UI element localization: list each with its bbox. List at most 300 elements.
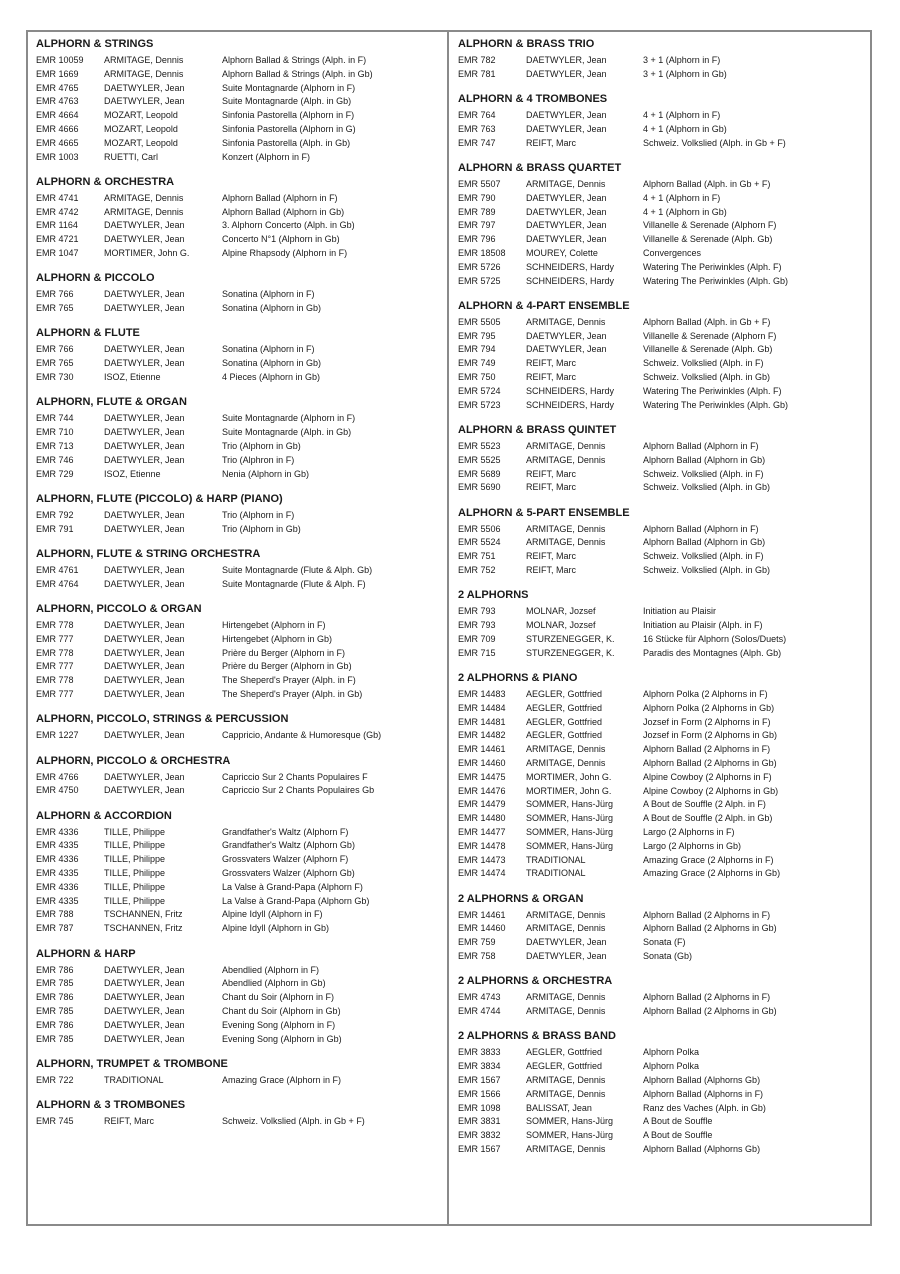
catalog-entry [36, 219, 443, 233]
composer-name: ARMITAGE, Dennis [526, 1006, 606, 1017]
composer-name: DAETWYLER, Jean [104, 234, 185, 245]
catalog-number: EMR 4721 [36, 234, 79, 245]
catalog-entry [36, 343, 443, 357]
work-title: Alphorn Ballad (2 Alphorns in Gb) [643, 757, 777, 768]
catalog-number: EMR 777 [36, 689, 74, 699]
work-title: Abendlied (Alphorn in Gb) [222, 978, 326, 989]
work-title: Sinfonia Pastorella (Alphorn in G) [222, 123, 356, 134]
catalog-number: EMR 14479 [458, 799, 506, 810]
composer-name: DAETWYLER, Jean [526, 68, 607, 79]
work-title: Schweiz. Volkslied (Alph. in Gb) [643, 565, 771, 576]
catalog-number: EMR 5726 [458, 261, 501, 272]
catalog-entry [458, 633, 866, 647]
work-title: Schweiz. Volkslied (Alph. in Gb) [643, 372, 771, 383]
composer-name: SOMMER, Hans-Jürg [526, 826, 614, 837]
catalog-section [458, 974, 866, 1019]
composer-name: SOMMER, Hans-Jürg [526, 813, 614, 824]
catalog-number: EMR 5690 [458, 482, 501, 493]
composer-name: STURZENEGGER, K. [526, 633, 615, 644]
catalog-number: EMR 722 [36, 1074, 74, 1085]
catalog-number: EMR 777 [36, 661, 74, 672]
catalog-entry [36, 412, 443, 426]
catalog-entry [36, 991, 443, 1005]
catalog-section [458, 299, 866, 413]
work-title: Villanelle & Serenade (Alph. Gb) [643, 344, 773, 355]
catalog-entry [458, 936, 866, 950]
catalog-number: EMR 713 [36, 440, 74, 451]
work-title: Alphorn Ballad & Strings (Alph. in Gb) [222, 68, 373, 79]
section-heading: ALPHORN & 5-PART ENSEMBLE [458, 506, 630, 519]
catalog-entry [36, 647, 443, 661]
work-title: Alphorn Ballad (Alphorns Gb) [643, 1144, 761, 1155]
composer-name: DAETWYLER, Jean [104, 427, 185, 438]
catalog-entry [36, 206, 443, 220]
catalog-entry [36, 509, 443, 523]
composer-name: DAETWYLER, Jean [104, 564, 185, 575]
section-heading: ALPHORN, FLUTE (PICCOLO) & HARP (PIANO) [36, 492, 283, 505]
work-title: Alphorn Ballad (Alphorn in F) [643, 440, 759, 451]
section-heading: ALPHORN & 3 TROMBONES [36, 1099, 186, 1112]
composer-name: TILLE, Philippe [104, 895, 166, 906]
work-title: Suite Montagnarde (Flute & Alph. F) [222, 578, 366, 589]
catalog-entry [458, 950, 866, 964]
catalog-number: EMR 794 [458, 344, 496, 355]
catalog-number: EMR 3833 [458, 1047, 501, 1058]
work-title: Sonatina (Alphorn in F) [222, 344, 315, 355]
work-title: Concerto N°1 (Alphorn in Gb) [222, 234, 340, 245]
catalog-entry [36, 674, 443, 688]
catalog-entry [36, 371, 443, 385]
composer-name: MOLNAR, Jozsef [526, 620, 596, 631]
composer-name: ARMITAGE, Dennis [526, 923, 606, 934]
catalog-entry [458, 371, 866, 385]
composer-name: DAETWYLER, Jean [526, 330, 607, 341]
work-title: Alphorn Ballad & Strings (Alph. in F) [222, 55, 367, 65]
catalog-number: EMR 14473 [458, 854, 506, 865]
catalog-entry [36, 784, 443, 798]
section-heading: ALPHORN, TRUMPET & TROMBONE [36, 1057, 228, 1070]
catalog-entry [36, 922, 443, 936]
work-title: Sonata (F) [643, 937, 686, 948]
catalog-number: EMR 790 [458, 192, 496, 203]
catalog-entry [458, 550, 866, 564]
work-title: Alphorn Ballad (Alph. in Gb + F) [643, 178, 771, 189]
composer-name: DAETWYLER, Jean [104, 440, 185, 451]
composer-name: DAETWYLER, Jean [104, 730, 185, 741]
work-title: Alpine Rhapsody (Alphorn in F) [222, 248, 348, 259]
work-title: Amazing Grace (2 Alphorns in F) [643, 854, 774, 865]
catalog-section [36, 712, 443, 743]
composer-name: DAETWYLER, Jean [526, 937, 607, 948]
catalog-entry [458, 192, 866, 206]
catalog-entry [458, 826, 866, 840]
catalog-entry [458, 247, 866, 261]
catalog-section [458, 92, 866, 150]
catalog-number: EMR 766 [36, 344, 74, 355]
composer-name: AEGLER, Gottfried [526, 730, 603, 741]
work-title: Abendlied (Alphorn in F) [222, 964, 320, 975]
composer-name: DAETWYLER, Jean [104, 523, 185, 534]
composer-name: MORTIMER, John G. [104, 248, 190, 259]
composer-name: DAETWYLER, Jean [526, 110, 607, 121]
catalog-entry [36, 881, 443, 895]
work-title: Suite Montagnarde (Alph. in Gb) [222, 96, 352, 107]
catalog-number: EMR 1098 [458, 1102, 501, 1113]
section-heading: 2 ALPHORNS [458, 589, 529, 602]
catalog-section [36, 602, 443, 702]
composer-name: SOMMER, Hans-Jürg [526, 1116, 614, 1127]
catalog-number: EMR 752 [458, 565, 496, 576]
section-heading: ALPHORN & FLUTE [36, 327, 140, 340]
catalog-entry [36, 771, 443, 785]
work-title: Jozsef in Form (2 Alphorns in F) [643, 716, 771, 727]
catalog-number: EMR 14480 [458, 813, 506, 824]
catalog-entry [36, 357, 443, 371]
work-title: 4 + 1 (Alphorn in Gb) [643, 206, 727, 217]
catalog-number: EMR 777 [36, 633, 74, 644]
catalog-entry [458, 854, 866, 868]
work-title: Suite Montagnarde (Alphorn in F) [222, 413, 356, 424]
catalog-number: EMR 3831 [458, 1116, 501, 1127]
work-title: Alpine Idyll (Alphorn in F) [222, 909, 323, 920]
catalog-entry [36, 247, 443, 261]
catalog-number: EMR 14482 [458, 730, 506, 741]
work-title: Schweiz. Volkslied (Alph. in F) [643, 468, 764, 479]
composer-name: DAETWYLER, Jean [104, 1005, 185, 1016]
catalog-number: EMR 4335 [36, 868, 79, 879]
catalog-number: EMR 793 [458, 620, 496, 631]
work-title: Convergences [643, 247, 702, 258]
catalog-number: EMR 745 [36, 1116, 74, 1127]
catalog-number: EMR 14476 [458, 785, 506, 796]
catalog-number: EMR 4335 [36, 840, 79, 851]
composer-name: SCHNEIDERS, Hardy [526, 261, 615, 272]
work-title: A Bout de Souffle [643, 1116, 713, 1127]
catalog-number: EMR 18508 [458, 247, 506, 258]
work-title: A Bout de Souffle (2 Alph. in Gb) [643, 813, 773, 824]
work-title: La Valse à Grand-Papa (Alphorn Gb) [222, 895, 370, 906]
catalog-number: EMR 5507 [458, 178, 501, 189]
composer-name: DAETWYLER, Jean [526, 951, 607, 962]
catalog-number: EMR 14460 [458, 757, 506, 768]
catalog-number: EMR 14481 [458, 716, 506, 727]
catalog-section [36, 37, 443, 164]
composer-name: TSCHANNEN, Fritz [104, 909, 183, 920]
catalog-entry [36, 288, 443, 302]
catalog-section [458, 506, 866, 578]
work-title: Paradis des Montagnes (Alph. Gb) [643, 647, 782, 658]
catalog-entry [36, 95, 443, 109]
section-heading: ALPHORN, FLUTE & ORGAN [36, 396, 187, 409]
composer-name: SCHNEIDERS, Hardy [526, 275, 615, 286]
catalog-number: EMR 785 [36, 1005, 74, 1016]
composer-name: ARMITAGE, Dennis [526, 316, 606, 327]
work-title: Konzert (Alphorn in F) [222, 151, 311, 162]
work-title: Sinfonia Pastorella (Alphorn in F) [222, 110, 355, 121]
catalog-number: EMR 4665 [36, 137, 79, 148]
work-title: Alphorn Polka [643, 1047, 700, 1058]
catalog-number: EMR 786 [36, 1019, 74, 1030]
work-title: Largo (2 Alphorns in Gb) [643, 840, 742, 851]
catalog-number: EMR 5689 [458, 468, 501, 479]
catalog-section [36, 395, 443, 481]
catalog-number: EMR 5524 [458, 537, 501, 548]
catalog-entry [458, 1074, 866, 1088]
section-heading: ALPHORN & 4-PART ENSEMBLE [458, 299, 630, 312]
composer-name: MOZART, Leopold [104, 137, 178, 148]
catalog-entry [36, 619, 443, 633]
catalog-entry [458, 385, 866, 399]
catalog-number: EMR 787 [36, 923, 74, 934]
catalog-number: EMR 796 [458, 234, 496, 245]
work-title: The Sheperd's Prayer (Alph. in F) [222, 675, 356, 686]
work-title: Alphorn Ballad (Alphorn in Gb) [643, 537, 766, 548]
composer-name: TRADITIONAL [104, 1074, 164, 1085]
catalog-number: EMR 14474 [458, 868, 506, 879]
work-title: Trio (Alphorn in F) [222, 509, 295, 520]
composer-name: DAETWYLER, Jean [104, 661, 185, 672]
work-title: Amazing Grace (Alphorn in F) [222, 1074, 342, 1085]
composer-name: MOZART, Leopold [104, 110, 178, 121]
catalog-number: EMR 14461 [458, 744, 506, 755]
composer-name: DAETWYLER, Jean [104, 1033, 185, 1044]
work-title: Alphorn Ballad (Alphorn in F) [643, 523, 759, 534]
catalog-number: EMR 5725 [458, 275, 501, 286]
catalog-entry [36, 233, 443, 247]
composer-name: TSCHANNEN, Fritz [104, 923, 183, 934]
catalog-number: EMR 793 [458, 606, 496, 617]
catalog-column-right [449, 32, 870, 1224]
work-title: Alphorn Polka [643, 1061, 700, 1072]
work-title: 16 Stücke für Alphorn (Solos/Duets) [643, 633, 787, 644]
composer-name: DAETWYLER, Jean [104, 1019, 185, 1030]
catalog-section [36, 754, 443, 799]
composer-name: SCHNEIDERS, Hardy [526, 385, 615, 396]
catalog-number: EMR 785 [36, 1033, 74, 1044]
catalog-entry [36, 1033, 443, 1047]
catalog-number: EMR 5724 [458, 385, 501, 396]
catalog-number: EMR 4763 [36, 96, 79, 107]
work-title: Suite Montagnarde (Flute & Alph. Gb) [222, 564, 373, 575]
catalog-entry [458, 178, 866, 192]
catalog-entry [36, 867, 443, 881]
work-title: Chant du Soir (Alphorn in Gb) [222, 1005, 341, 1016]
work-title: Alpine Cowboy (2 Alphorns in Gb) [643, 785, 779, 796]
section-heading: ALPHORN, FLUTE & STRING ORCHESTRA [36, 547, 261, 560]
composer-name: MOZART, Leopold [104, 123, 178, 134]
composer-name: TILLE, Philippe [104, 881, 166, 892]
catalog-entry [458, 909, 866, 923]
composer-name: ARMITAGE, Dennis [526, 757, 606, 768]
section-heading: ALPHORN & BRASS TRIO [458, 38, 595, 50]
catalog-entry [458, 399, 866, 413]
catalog-number: EMR 792 [36, 509, 74, 520]
catalog-entry [458, 812, 866, 826]
catalog-entry [458, 357, 866, 371]
catalog-section [36, 1057, 443, 1088]
catalog-number: EMR 789 [458, 206, 496, 217]
section-heading: 2 ALPHORNS & PIANO [458, 672, 578, 684]
catalog-entry [36, 977, 443, 991]
catalog-entry [36, 853, 443, 867]
catalog-entry [458, 840, 866, 854]
catalog-number: EMR 5723 [458, 399, 501, 410]
catalog-entry [36, 1074, 443, 1088]
catalog-entry [458, 206, 866, 220]
catalog-number: EMR 791 [36, 523, 74, 534]
catalog-section [36, 271, 443, 316]
section-heading: ALPHORN & STRINGS [36, 38, 154, 50]
work-title: Schweiz. Volkslied (Alph. in Gb + F) [222, 1116, 365, 1127]
composer-name: DAETWYLER, Jean [104, 633, 185, 644]
catalog-entry [458, 1102, 866, 1116]
catalog-number: EMR 1003 [36, 151, 79, 162]
work-title: La Valse à Grand-Papa (Alphorn F) [222, 881, 363, 892]
work-title: Alphorn Ballad (2 Alphorns in Gb) [643, 1006, 777, 1017]
work-title: Alphorn Polka (2 Alphorns in F) [643, 689, 768, 699]
section-heading: ALPHORN & PICCOLO [36, 272, 155, 285]
catalog-entry [458, 261, 866, 275]
composer-name: REIFT, Marc [526, 358, 577, 369]
composer-name: DAETWYLER, Jean [104, 96, 185, 107]
composer-name: DAETWYLER, Jean [104, 220, 185, 231]
section-heading: 2 ALPHORNS & BRASS BAND [458, 1030, 616, 1043]
work-title: Prière du Berger (Alphorn in Gb) [222, 661, 352, 672]
work-title: Alphorn Ballad (2 Alphorns in F) [643, 909, 771, 920]
work-title: Alphorn Ballad (2 Alphorns in F) [643, 744, 771, 755]
work-title: Evening Song (Alphorn in Gb) [222, 1033, 342, 1044]
composer-name: REIFT, Marc [526, 482, 577, 493]
catalog-entry [36, 151, 443, 165]
catalog-entry [458, 1115, 866, 1129]
catalog-section [458, 37, 866, 82]
catalog-number: EMR 5523 [458, 440, 501, 451]
composer-name: DAETWYLER, Jean [104, 620, 185, 631]
catalog-number: EMR 715 [458, 647, 496, 658]
catalog-entry [458, 564, 866, 578]
catalog-number: EMR 3832 [458, 1130, 501, 1141]
composer-name: ARMITAGE, Dennis [104, 206, 184, 217]
work-title: 4 + 1 (Alphorn in F) [643, 110, 721, 121]
catalog-number: EMR 4743 [458, 992, 501, 1003]
work-title: Alphorn Polka (2 Alphorns in Gb) [643, 702, 775, 713]
catalog-entry [458, 785, 866, 799]
catalog-entry [36, 964, 443, 978]
catalog-number: EMR 710 [36, 427, 74, 438]
catalog-entry [36, 68, 443, 82]
catalog-entry [36, 137, 443, 151]
work-title: Schweiz. Volkslied (Alph. in Gb) [643, 482, 771, 493]
composer-name: TRADITIONAL [526, 854, 586, 865]
composer-name: ARMITAGE, Dennis [526, 454, 606, 465]
catalog-number: EMR 785 [36, 978, 74, 989]
catalog-number: EMR 778 [36, 620, 74, 631]
catalog-number: EMR 1669 [36, 68, 79, 79]
work-title: Initiation au Plaisir (Alph. in F) [643, 620, 763, 631]
composer-name: DAETWYLER, Jean [104, 689, 185, 699]
composer-name: ARMITAGE, Dennis [526, 1144, 606, 1155]
catalog-number: EMR 1567 [458, 1144, 501, 1155]
composer-name: ARMITAGE, Dennis [104, 55, 184, 65]
work-title: 3. Alphorn Concerto (Alph. in Gb) [222, 220, 355, 231]
catalog-section [458, 161, 866, 288]
catalog-number: EMR 4336 [36, 881, 79, 892]
composer-name: MOLNAR, Jozsef [526, 606, 596, 617]
catalog-section [458, 1029, 866, 1156]
work-title: Schweiz. Volkslied (Alph. in Gb + F) [643, 137, 786, 148]
work-title: Ranz des Vaches (Alph. in Gb) [643, 1102, 766, 1113]
composer-name: DAETWYLER, Jean [104, 785, 185, 796]
work-title: Amazing Grace (2 Alphorns in Gb) [643, 868, 781, 879]
composer-name: REIFT, Marc [526, 137, 577, 148]
catalog-entry [36, 440, 443, 454]
catalog-entry [36, 1019, 443, 1033]
work-title: Sonatina (Alphorn in Gb) [222, 358, 322, 369]
work-title: Alphorn Ballad (Alphorns Gb) [643, 1075, 761, 1086]
section-heading: ALPHORN, PICCOLO & ORCHESTRA [36, 754, 231, 767]
catalog-entry [458, 233, 866, 247]
catalog-frame [26, 30, 872, 1226]
catalog-entry [458, 771, 866, 785]
section-heading: ALPHORN & 4 TROMBONES [458, 93, 608, 106]
catalog-section [36, 547, 443, 592]
work-title: Sonata (Gb) [643, 951, 693, 962]
catalog-entry [458, 619, 866, 633]
work-title: Trio (Alphorn in Gb) [222, 523, 301, 534]
catalog-number: EMR 786 [36, 964, 74, 975]
composer-name: DAETWYLER, Jean [526, 206, 607, 217]
catalog-section [458, 423, 866, 495]
work-title: Watering The Periwinkles (Alph. Gb) [643, 275, 789, 286]
work-title: Nenia (Alphorn in Gb) [222, 468, 310, 479]
composer-name: ARMITAGE, Dennis [526, 1088, 606, 1099]
catalog-number: EMR 778 [36, 675, 74, 686]
composer-name: TILLE, Philippe [104, 868, 166, 879]
catalog-entry [36, 82, 443, 96]
catalog-number: EMR 1164 [36, 220, 78, 231]
composer-name: AEGLER, Gottfried [526, 689, 603, 699]
catalog-entry [458, 605, 866, 619]
catalog-entry [458, 1046, 866, 1060]
catalog-entry [458, 123, 866, 137]
work-title: A Bout de Souffle [643, 1130, 713, 1141]
catalog-number: EMR 4335 [36, 895, 79, 906]
work-title: Suite Montagnarde (Alphorn in F) [222, 82, 356, 93]
catalog-entry [36, 895, 443, 909]
catalog-number: EMR 763 [458, 123, 496, 134]
catalog-number: EMR 4666 [36, 123, 79, 134]
catalog-section [458, 671, 866, 881]
catalog-number: EMR 14478 [458, 840, 506, 851]
catalog-entry [36, 1115, 443, 1129]
catalog-section [36, 492, 443, 537]
section-heading: 2 ALPHORNS & ORCHESTRA [458, 975, 613, 988]
catalog-entry [458, 688, 866, 702]
catalog-number: EMR 4336 [36, 854, 79, 865]
catalog-number: EMR 4750 [36, 785, 79, 796]
work-title: Alphorn Ballad (Alphorns in F) [643, 1088, 764, 1099]
catalog-number: EMR 764 [458, 110, 496, 121]
composer-name: DAETWYLER, Jean [104, 992, 185, 1003]
composer-name: DAETWYLER, Jean [104, 964, 185, 975]
work-title: Alphorn Ballad (Alphorn in Gb) [643, 454, 766, 465]
composer-name: MOUREY, Colette [526, 247, 598, 258]
work-title: Cappricio, Andante & Humoresque (Gb) [222, 730, 382, 741]
work-title: Alphorn Ballad (2 Alphorns in F) [643, 992, 771, 1003]
composer-name: TILLE, Philippe [104, 854, 166, 865]
composer-name: DAETWYLER, Jean [104, 578, 185, 589]
work-title: Watering The Periwinkles (Alph. Gb) [643, 399, 789, 410]
